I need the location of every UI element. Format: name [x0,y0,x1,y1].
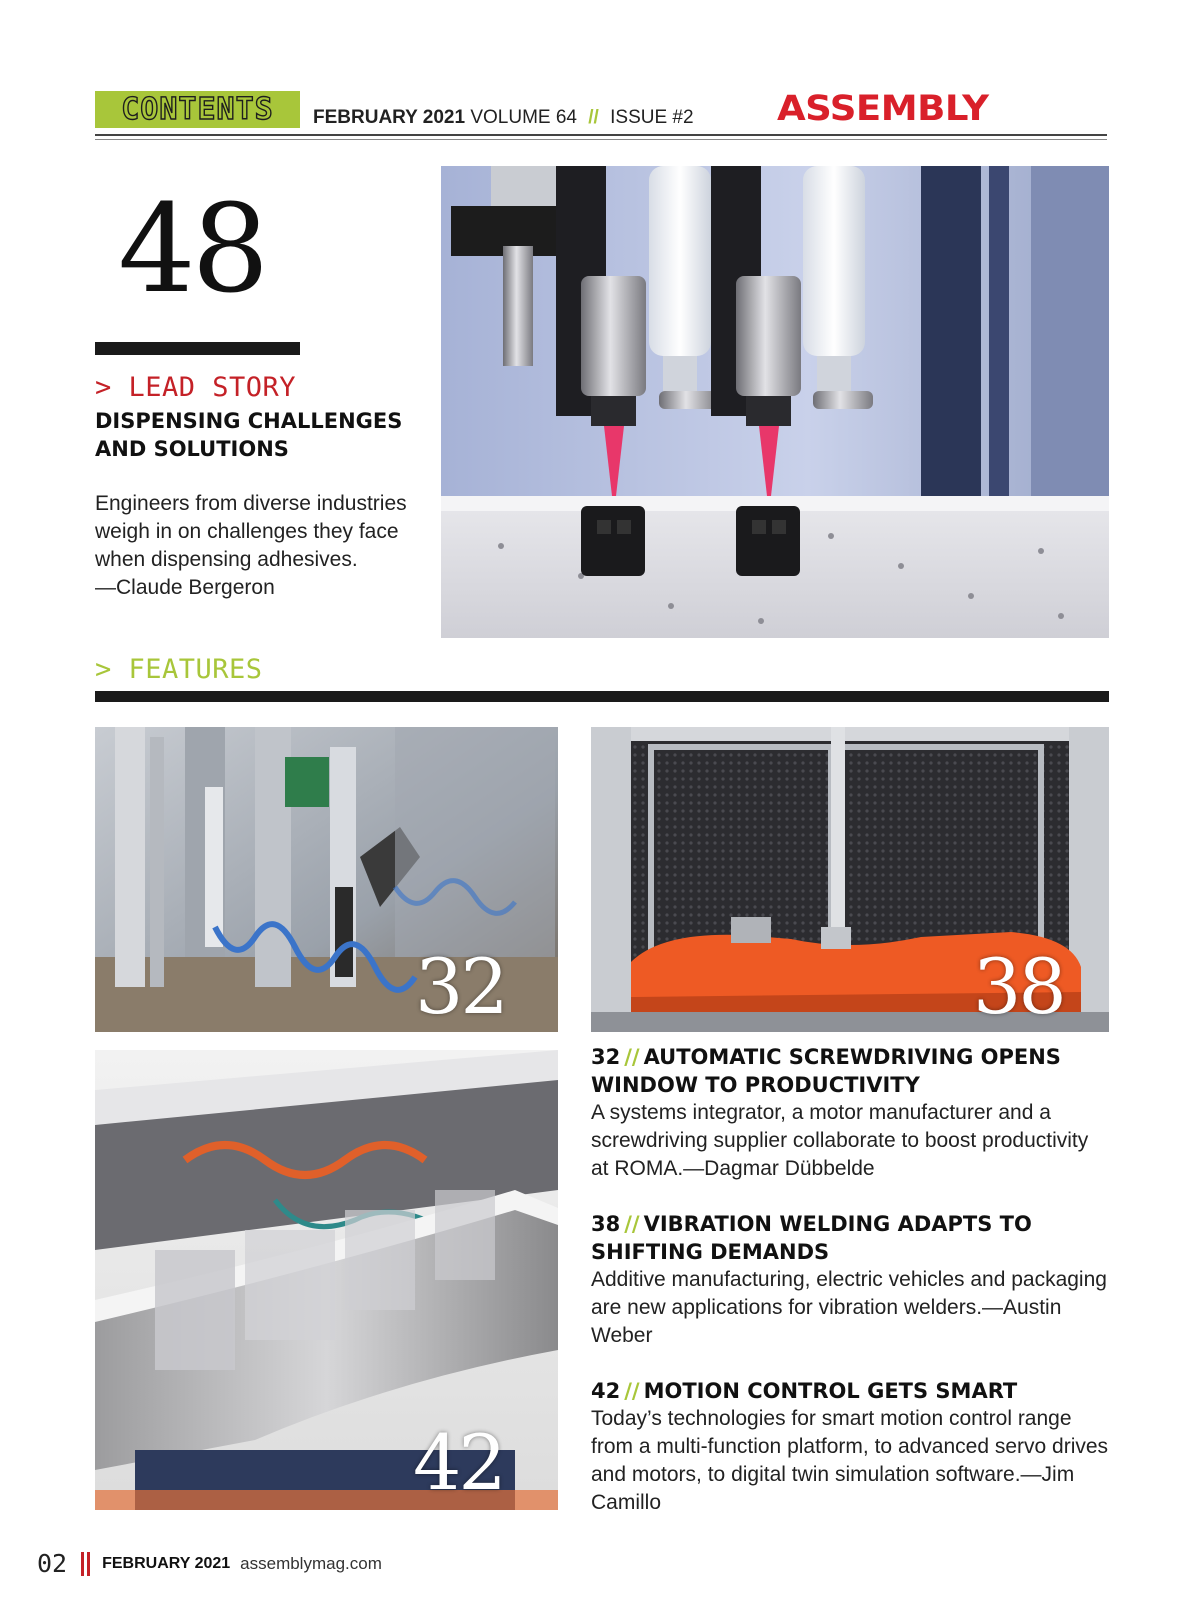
story-32-body: A systems integrator, a motor manufacturer and a screwdriving supplier collaborate to boost productivity at ROMA.—Dagmar Dübbelde [591,1101,1089,1180]
feature-photo-32[interactable] [95,727,558,1032]
header-rule [95,134,1107,136]
story-42-title: MOTION CONTROL GETS SMART [643,1379,1018,1403]
story-32-heading[interactable] [591,1043,1111,1099]
issue-separator: // [588,107,599,128]
photo-42-label: 42 [413,1418,504,1507]
story-42-body: Today’s technologies for smart motion control range from a multi-function platform, to advanced servo drives and motors, to digital twin simulation software.—Jim Camillo [591,1407,1109,1514]
contents-label: CONTENTS [121,92,274,127]
feature-photo-42[interactable] [95,1050,558,1510]
lead-story-photo[interactable] [441,166,1109,638]
story-42-heading[interactable] [591,1377,1111,1405]
lead-page-number: 48 [118,178,266,320]
features-kicker: > FEATURES [95,654,263,685]
story-42-page: 42 [591,1379,621,1403]
footer-divider-bars [81,1552,90,1576]
lead-story-author: —Claude Bergeron [95,576,275,599]
story-32-separator: // [624,1045,640,1069]
contents-label-box [95,91,300,128]
dispensing-valves-illustration [441,166,1109,638]
feature-story-32[interactable] [591,1043,1111,1183]
footer-page-number: 02 [37,1549,68,1578]
lead-divider [95,342,300,355]
story-38-title: VIBRATION WELDING ADAPTS TO SHIFTING DEMANDS [591,1212,1032,1264]
issue-number: ISSUE #2 [610,107,694,128]
story-32-page: 32 [591,1045,621,1069]
header-rule-secondary [95,139,1107,140]
lead-story-kicker: > LEAD STORY [95,372,297,403]
story-38-body: Additive manufacturing, electric vehicles and packaging are new applications for vibration welders.—Austin Weber [591,1268,1107,1347]
page-footer [37,1549,382,1578]
lead-story-body: Engineers from diverse industries weigh in on challenges they face when dispensing adhesives. [95,492,407,571]
issue-info [313,107,694,129]
lead-story-summary [95,490,425,602]
brand-logo[interactable]: ASSEMBLY [777,89,989,129]
issue-date: FEBRUARY 2021 [313,107,466,128]
story-42-separator: // [624,1379,640,1403]
footer-date: FEBRUARY 2021 [102,1554,231,1572]
feature-photo-38[interactable] [591,727,1109,1032]
story-38-page: 38 [591,1212,621,1236]
volume: VOLUME 64 [470,107,577,128]
photo-38-label: 38 [973,942,1064,1031]
story-38-heading[interactable] [591,1210,1111,1266]
feature-story-42[interactable] [591,1377,1111,1517]
features-divider [95,691,1109,702]
feature-story-38[interactable] [591,1210,1111,1350]
lead-story-title[interactable]: DISPENSING CHALLENGES AND SOLUTIONS [95,409,403,461]
story-38-separator: // [624,1212,640,1236]
photo-32-label: 32 [415,942,506,1031]
story-32-title: AUTOMATIC SCREWDRIVING OPENS WINDOW TO PRODUCTIVITY [591,1045,1061,1097]
footer-website-link[interactable]: assemblymag.com [240,1553,382,1573]
